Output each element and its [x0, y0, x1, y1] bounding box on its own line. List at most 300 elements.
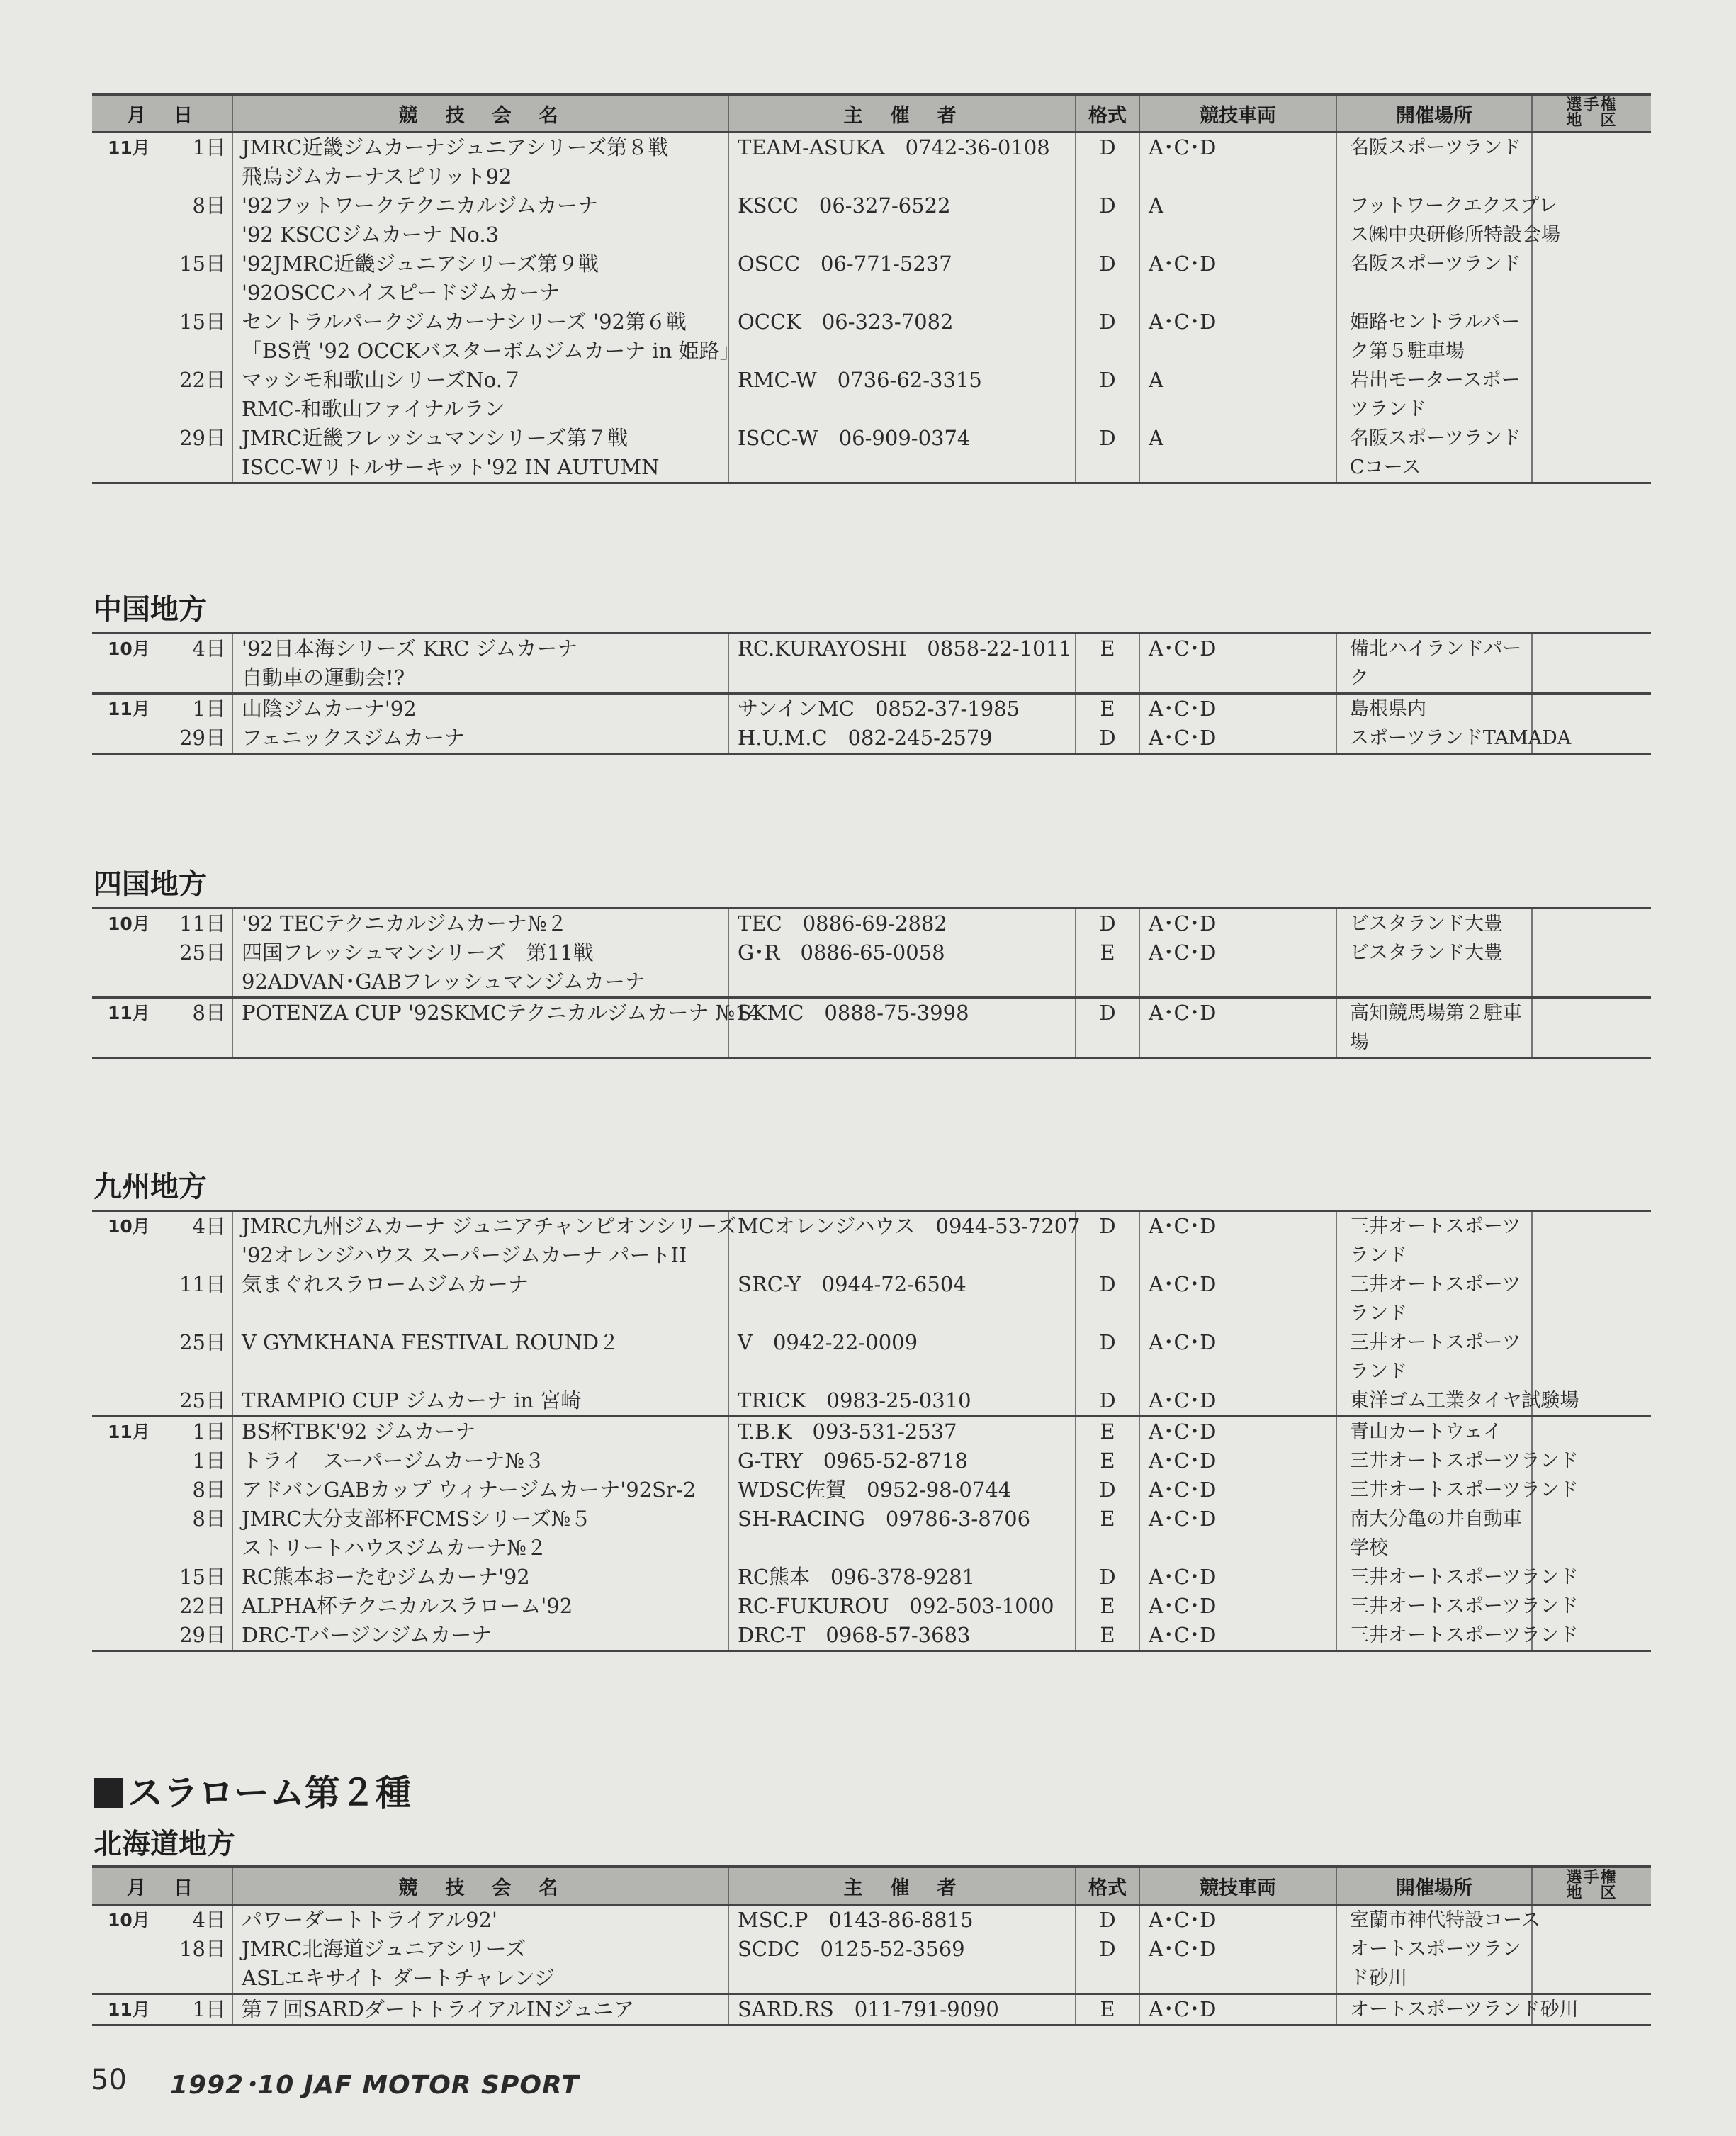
- day-cell: 1日: [192, 1997, 226, 2021]
- venue-line: ツランド: [1350, 398, 1426, 420]
- venue-cell: [1336, 1475, 1579, 1505]
- venue-cell: [1336, 424, 1532, 483]
- section-title-hokkaido: 北海道地方: [94, 1828, 235, 1860]
- month-cell: 11月: [108, 1422, 150, 1442]
- header-event-name: 競 技 会 名: [232, 1867, 728, 1905]
- slalom-title: スラローム第２種: [128, 1772, 411, 1814]
- event-name-line: JMRC九州ジムカーナ ジュニアチャンピオンシリーズ: [242, 1214, 737, 1238]
- header-region-line1: 選手権: [1566, 96, 1618, 114]
- month-cell: 10月: [108, 639, 150, 659]
- vehicles-cell: A･C･D: [1139, 724, 1336, 754]
- day-cell: 22日: [179, 1594, 226, 1618]
- venue-line: 東洋ゴム工業タイヤ試験場: [1350, 1390, 1579, 1412]
- organizer-cell: MSC.P 0143-86-8815: [728, 1905, 1076, 1935]
- venue-cell: [1336, 308, 1532, 366]
- event-name-cell: [232, 1475, 728, 1505]
- event-name-line: マッシモ和歌山シリーズNo.７: [242, 368, 523, 392]
- table-row: [92, 998, 1651, 1058]
- month-cell: 10月: [108, 1910, 150, 1930]
- day-cell: 1日: [192, 1449, 226, 1473]
- event-name-line: 気まぐれスラロームジムカーナ: [242, 1272, 529, 1296]
- venue-cell: [1336, 724, 1572, 754]
- day-cell: 15日: [179, 1565, 226, 1589]
- day-cell: 22日: [179, 368, 226, 392]
- table-row: [92, 1563, 1651, 1592]
- venue-line: 名阪スポーツランド: [1350, 137, 1521, 159]
- table-row: [92, 133, 1651, 192]
- kyushu-schedule-table: [92, 1210, 1651, 1652]
- event-name-line: BS杯TBK'92 ジムカーナ: [242, 1420, 476, 1444]
- shikoku-schedule-table: [92, 907, 1651, 1059]
- organizer-cell: V 0942-22-0009: [728, 1328, 1076, 1386]
- region-cell: [1532, 1935, 1651, 1994]
- format-cell: D: [1076, 1328, 1139, 1386]
- event-name-cell: [232, 938, 728, 998]
- venue-cell: [1336, 1621, 1579, 1651]
- venue-cell: [1336, 1994, 1579, 2025]
- event-name-line: ASLエキサイト ダートチャレンジ: [242, 1966, 555, 1990]
- table-row: [92, 1446, 1651, 1475]
- event-name-line: RMC-和歌山ファイナルラン: [242, 397, 505, 421]
- event-name-line: フェニックスジムカーナ: [242, 726, 465, 750]
- table-row: [92, 1386, 1651, 1417]
- venue-cell: [1336, 694, 1532, 724]
- square-bullet-icon: [94, 1778, 123, 1808]
- header-region: [1532, 94, 1651, 133]
- organizer-cell: TEAM-ASUKA 0742-36-0108: [728, 133, 1076, 192]
- organizer-cell: G･R 0886-65-0058: [728, 938, 1076, 998]
- header-region-line2: 地 区: [1566, 1884, 1618, 1902]
- month-cell: 11月: [108, 1003, 150, 1023]
- format-cell: D: [1076, 308, 1139, 366]
- venue-line: 三井オートスポーツランド: [1350, 1450, 1579, 1472]
- venue-line: 高知競馬場第２駐車: [1350, 1002, 1522, 1024]
- table-row: [92, 909, 1651, 939]
- event-name-line: '92 TECテクニカルジムカーナ№２: [242, 911, 568, 935]
- vehicles-cell: A: [1139, 191, 1336, 249]
- event-name-cell: [232, 1905, 728, 1935]
- vehicles-cell: A･C･D: [1139, 1386, 1336, 1417]
- month-group: [92, 694, 1651, 754]
- venue-cell: [1336, 909, 1532, 939]
- table-row: [92, 308, 1651, 366]
- vehicles-cell: A･C･D: [1139, 1994, 1336, 2025]
- event-name-line: JMRC近畿フレッシュマンシリーズ第７戦: [242, 426, 629, 450]
- table-row: [92, 1270, 1651, 1328]
- event-name-line: DRC-Tバージンジムカーナ: [242, 1623, 492, 1647]
- month-cell: 11月: [108, 137, 150, 158]
- vehicles-cell: A･C･D: [1139, 938, 1336, 998]
- venue-cell: [1336, 249, 1532, 308]
- day-cell: 25日: [179, 940, 226, 965]
- vehicles-cell: A･C･D: [1139, 1905, 1336, 1935]
- header-region: [1532, 1867, 1651, 1905]
- venue-line: スポーツランドTAMADA: [1350, 727, 1572, 749]
- table-row: [92, 1592, 1651, 1621]
- format-cell: D: [1076, 1386, 1139, 1417]
- venue-cell: [1336, 1270, 1532, 1328]
- region-cell: [1532, 366, 1651, 424]
- organizer-cell: TRICK 0983-25-0310: [728, 1386, 1076, 1417]
- month-group: [92, 1905, 1651, 1994]
- vehicles-cell: A: [1139, 424, 1336, 483]
- venue-line: 三井オートスポーツランド: [1350, 1595, 1579, 1617]
- day-cell: 4日: [192, 636, 226, 661]
- region-cell: [1532, 694, 1651, 724]
- month-cell: [92, 249, 163, 308]
- day-cell: 8日: [192, 1507, 226, 1531]
- venue-cell: [1336, 1328, 1532, 1386]
- organizer-cell: DRC-T 0968-57-3683: [728, 1621, 1076, 1651]
- format-cell: D: [1076, 909, 1139, 939]
- event-name-line: RC熊本おーたむジムカーナ'92: [242, 1565, 530, 1589]
- month-cell: [92, 424, 163, 483]
- region-cell: [1532, 1417, 1651, 1447]
- event-name-cell: [232, 634, 728, 694]
- event-name-line: ALPHA杯テクニカルスラローム'92: [242, 1594, 573, 1618]
- month-cell: [92, 1563, 163, 1592]
- event-name-cell: [232, 366, 728, 424]
- magazine-title: 1992･10 JAF MOTOR SPORT: [170, 2071, 580, 2100]
- month-group: [92, 1417, 1651, 1651]
- format-cell: D: [1076, 366, 1139, 424]
- month-group: [92, 634, 1651, 694]
- event-name-cell: [232, 1994, 728, 2025]
- section-title-shikoku: 四国地方: [94, 868, 207, 901]
- venue-line: ク: [1350, 667, 1369, 689]
- month-cell: [92, 1475, 163, 1505]
- month-group: [92, 133, 1651, 483]
- month-group: [92, 1211, 1651, 1417]
- month-cell: 10月: [108, 914, 150, 934]
- venue-cell: [1336, 938, 1532, 998]
- organizer-cell: OSCC 06-771-5237: [728, 249, 1076, 308]
- format-cell: E: [1076, 694, 1139, 724]
- event-name-cell: [232, 1446, 728, 1475]
- format-cell: E: [1076, 1505, 1139, 1563]
- event-name-cell: [232, 998, 762, 1058]
- event-name-cell: [232, 694, 728, 724]
- header-date: 月 日: [92, 94, 232, 133]
- venue-line: 名阪スポーツランド: [1350, 253, 1521, 275]
- event-name-line: 四国フレッシュマンシリーズ 第11戦: [242, 940, 594, 965]
- month-cell: [92, 1621, 163, 1651]
- day-cell: 15日: [179, 252, 226, 276]
- region-cell: [1532, 634, 1651, 694]
- region-cell: [1532, 249, 1651, 308]
- venue-cell: [1336, 133, 1532, 192]
- venue-cell: [1336, 634, 1532, 694]
- organizer-cell: WDSC佐賀 0952-98-0744: [728, 1475, 1076, 1505]
- month-cell: [92, 1446, 163, 1475]
- table-row: [92, 1417, 1651, 1447]
- venue-line: 室蘭市神代特設コース: [1350, 1909, 1540, 1931]
- header-venue: 開催場所: [1336, 94, 1532, 133]
- month-cell: [92, 308, 163, 366]
- region-cell: [1532, 1905, 1651, 1935]
- organizer-cell: ISCC-W 06-909-0374: [728, 424, 1076, 483]
- month-cell: [92, 1592, 163, 1621]
- page-number: 50: [91, 2064, 127, 2096]
- venue-line: ク第５駐車場: [1350, 340, 1465, 362]
- event-name-cell: [232, 249, 728, 308]
- vehicles-cell: A･C･D: [1139, 694, 1336, 724]
- event-name-line: POTENZA CUP '92SKMCテクニカルジムカーナ №14: [242, 1001, 762, 1025]
- format-cell: E: [1076, 1417, 1139, 1447]
- event-name-cell: [232, 1211, 737, 1271]
- day-cell: 15日: [179, 310, 226, 334]
- organizer-cell: RC熊本 096-378-9281: [728, 1563, 1076, 1592]
- header-organizer: 主 催 者: [728, 94, 1076, 133]
- region-cell: [1532, 1505, 1651, 1563]
- venue-line: 三井オートスポーツランド: [1350, 1624, 1579, 1646]
- section-title-kyushu: 九州地方: [94, 1171, 207, 1203]
- venue-cell: [1336, 1417, 1532, 1447]
- organizer-cell: TEC 0886-69-2882: [728, 909, 1076, 939]
- format-cell: E: [1076, 1621, 1139, 1651]
- format-cell: D: [1076, 1905, 1139, 1935]
- venue-line: ド砂川: [1350, 1967, 1407, 1989]
- organizer-cell: G-TRY 0965-52-8718: [728, 1446, 1076, 1475]
- organizer-cell: RC-FUKUROU 092-503-1000: [728, 1592, 1076, 1621]
- venue-line: 南大分亀の井自動車: [1350, 1508, 1522, 1530]
- venue-line: 三井オートスポーツランド: [1350, 1479, 1579, 1501]
- venue-cell: [1336, 1505, 1532, 1563]
- vehicles-cell: A･C･D: [1139, 1328, 1336, 1386]
- organizer-cell: SRC-Y 0944-72-6504: [728, 1270, 1076, 1328]
- event-name-line: TRAMPIO CUP ジムカーナ in 宮崎: [242, 1388, 582, 1412]
- event-name-cell: [232, 1563, 728, 1592]
- header-vehicles: 競技車両: [1139, 94, 1336, 133]
- day-cell: 29日: [179, 726, 226, 750]
- region-cell: [1532, 938, 1651, 998]
- event-name-cell: [232, 1621, 728, 1651]
- venue-cell: [1336, 1386, 1579, 1417]
- day-cell: 25日: [179, 1388, 226, 1412]
- event-name-line: 自動車の運動会!?: [242, 665, 405, 690]
- table-row: [92, 1211, 1651, 1271]
- month-cell: [92, 191, 163, 249]
- header-region-line2: 地 区: [1566, 112, 1618, 130]
- event-name-line: 第７回SARDダートトライアルINジュニア: [242, 1997, 635, 2021]
- vehicles-cell: A: [1139, 366, 1336, 424]
- region-cell: [1532, 1211, 1651, 1271]
- table-row: [92, 424, 1651, 483]
- table-row: [92, 191, 1651, 249]
- vehicles-cell: A･C･D: [1139, 1446, 1336, 1475]
- header-format: 格式: [1076, 94, 1139, 133]
- organizer-cell: RMC-W 0736-62-3315: [728, 366, 1076, 424]
- format-cell: D: [1076, 1211, 1139, 1271]
- venue-cell: [1336, 1446, 1579, 1475]
- format-cell: D: [1076, 249, 1139, 308]
- event-name-line: '92JMRC近畿ジュニアシリーズ第９戦: [242, 252, 599, 276]
- month-cell: [92, 1935, 163, 1994]
- organizer-cell: SKMC 0888-75-3998: [728, 998, 1076, 1058]
- header-region-line1: 選手権: [1566, 1869, 1618, 1887]
- venue-line: 三井オートスポーツ: [1350, 1332, 1521, 1354]
- event-name-cell: [232, 191, 728, 249]
- event-name-cell: [232, 1592, 728, 1621]
- venue-line: ビスタランド大豊: [1350, 942, 1503, 964]
- venue-cell: [1336, 1935, 1532, 1994]
- month-group: [92, 909, 1651, 998]
- format-cell: E: [1076, 1592, 1139, 1621]
- venue-line: 青山カートウェイ: [1350, 1421, 1502, 1443]
- hokkaido-schedule-table: [92, 1865, 1651, 2026]
- venue-cell: [1336, 191, 1560, 249]
- venue-line: オートスポーツラン: [1350, 1938, 1521, 1960]
- table-row: [92, 938, 1651, 998]
- vehicles-cell: A･C･D: [1139, 1505, 1336, 1563]
- vehicles-cell: A･C･D: [1139, 1211, 1336, 1271]
- format-cell: D: [1076, 1475, 1139, 1505]
- venue-cell: [1336, 1905, 1540, 1935]
- month-cell: 11月: [108, 1999, 150, 2020]
- organizer-cell: MCオレンジハウス 0944-53-7207: [728, 1211, 1076, 1271]
- day-cell: 29日: [179, 426, 226, 450]
- table-row: [92, 694, 1651, 724]
- format-cell: D: [1076, 724, 1139, 754]
- event-name-cell: [232, 1386, 728, 1417]
- day-cell: 1日: [192, 135, 226, 159]
- vehicles-cell: A･C･D: [1139, 1592, 1336, 1621]
- format-cell: D: [1076, 1563, 1139, 1592]
- day-cell: 1日: [192, 1420, 226, 1444]
- organizer-cell: SH-RACING 09786-3-8706: [728, 1505, 1076, 1563]
- header-vehicles: 競技車両: [1139, 1867, 1336, 1905]
- organizer-cell: SCDC 0125-52-3569: [728, 1935, 1076, 1994]
- vehicles-cell: A･C･D: [1139, 909, 1336, 939]
- venue-line: 島根県内: [1350, 698, 1426, 720]
- day-cell: 4日: [192, 1214, 226, 1238]
- format-cell: D: [1076, 1935, 1139, 1994]
- month-cell: [92, 1386, 163, 1417]
- event-name-line: 「BS賞 '92 OCCKバスターボムジムカーナ in 姫路」: [242, 339, 740, 363]
- table-row: [92, 1905, 1651, 1935]
- event-name-line: 92ADVAN･GABフレッシュマンジムカーナ: [242, 969, 646, 994]
- day-cell: 4日: [192, 1908, 226, 1932]
- header-organizer: 主 催 者: [728, 1867, 1076, 1905]
- region-cell: [1532, 1328, 1651, 1386]
- format-cell: D: [1076, 998, 1139, 1058]
- venue-line: 姫路セントラルパー: [1350, 311, 1521, 333]
- table-row: [92, 366, 1651, 424]
- venue-line: ランド: [1350, 1361, 1407, 1383]
- format-cell: D: [1076, 1270, 1139, 1328]
- table-header-row: [92, 1867, 1651, 1905]
- venue-line: オートスポーツランド砂川: [1350, 1999, 1579, 2020]
- venue-line: 名阪スポーツランド: [1350, 427, 1521, 449]
- day-cell: 29日: [179, 1623, 226, 1647]
- slalom-section-heading: [94, 1765, 411, 1816]
- event-name-cell: [232, 308, 740, 366]
- kinki-schedule-table: [92, 93, 1651, 484]
- header-venue: 開催場所: [1336, 1867, 1532, 1905]
- event-name-line: '92フットワークテクニカルジムカーナ: [242, 193, 599, 218]
- venue-line: Cコース: [1350, 456, 1421, 478]
- vehicles-cell: A･C･D: [1139, 1417, 1336, 1447]
- event-name-cell: [232, 1328, 728, 1386]
- event-name-line: ストリートハウスジムカーナ№２: [242, 1536, 547, 1560]
- month-cell: 11月: [108, 699, 150, 719]
- event-name-line: JMRC近畿ジムカーナジュニアシリーズ第８戦: [242, 135, 669, 159]
- event-name-line: '92 KSCCジムカーナ No.3: [242, 223, 500, 247]
- venue-line: 三井オートスポーツランド: [1350, 1566, 1579, 1588]
- organizer-cell: SARD.RS 011-791-9090: [728, 1994, 1076, 2025]
- format-cell: E: [1076, 634, 1139, 694]
- venue-cell: [1336, 366, 1532, 424]
- section-title-chugoku: 中国地方: [94, 593, 207, 626]
- venue-line: 三井オートスポーツ: [1350, 1274, 1521, 1295]
- venue-cell: [1336, 1592, 1579, 1621]
- event-name-line: 山陰ジムカーナ'92: [242, 697, 417, 721]
- table-row: [92, 1475, 1651, 1505]
- chugoku-schedule-table: [92, 632, 1651, 755]
- table-row: [92, 1621, 1651, 1651]
- venue-cell: [1336, 998, 1532, 1058]
- event-name-cell: [232, 909, 728, 939]
- region-cell: [1532, 424, 1651, 483]
- region-cell: [1532, 998, 1651, 1058]
- event-name-line: V GYMKHANA FESTIVAL ROUND２: [242, 1330, 620, 1354]
- organizer-cell: KSCC 06-327-6522: [728, 191, 1076, 249]
- vehicles-cell: A･C･D: [1139, 133, 1336, 192]
- day-cell: 25日: [179, 1330, 226, 1354]
- table-row: [92, 1994, 1651, 2025]
- table-row: [92, 249, 1651, 308]
- table-header-row: [92, 94, 1651, 133]
- venue-line: ビスタランド大豊: [1350, 913, 1503, 935]
- month-group: [92, 1994, 1651, 2025]
- organizer-cell: RC.KURAYOSHI 0858-22-1011: [728, 634, 1076, 694]
- day-cell: 8日: [192, 1478, 226, 1502]
- venue-line: フットワークエクスプレ: [1350, 195, 1558, 217]
- event-name-cell: [232, 724, 728, 754]
- format-cell: E: [1076, 1446, 1139, 1475]
- event-name-cell: [232, 133, 728, 192]
- vehicles-cell: A･C･D: [1139, 1935, 1336, 1994]
- vehicles-cell: A･C･D: [1139, 634, 1336, 694]
- event-name-line: 飛鳥ジムカーナスピリット92: [242, 164, 512, 189]
- venue-line: 備北ハイランドパー: [1350, 638, 1522, 660]
- venue-line: ス㈱中央研修所特設会場: [1350, 224, 1560, 246]
- month-cell: [92, 724, 163, 754]
- table-row: [92, 1505, 1651, 1563]
- vehicles-cell: A･C･D: [1139, 1270, 1336, 1328]
- venue-line: 三井オートスポーツ: [1350, 1215, 1521, 1237]
- table-row: [92, 1328, 1651, 1386]
- event-name-line: アドバンGABカップ ウィナージムカーナ'92Sr-2: [242, 1478, 697, 1502]
- event-name-cell: [232, 424, 728, 483]
- header-event-name: 競 技 会 名: [232, 94, 728, 133]
- organizer-cell: OCCK 06-323-7082: [728, 308, 1076, 366]
- month-group: [92, 998, 1651, 1058]
- table-row: [92, 634, 1651, 694]
- region-cell: [1532, 308, 1651, 366]
- vehicles-cell: A･C･D: [1139, 1621, 1336, 1651]
- event-name-line: JMRC大分支部杯FCMSシリーズ№５: [242, 1507, 592, 1531]
- event-name-line: トライ スーパージムカーナ№３: [242, 1449, 545, 1473]
- month-cell: [92, 1270, 163, 1328]
- event-name-cell: [232, 1935, 728, 1994]
- vehicles-cell: A･C･D: [1139, 998, 1336, 1058]
- organizer-cell: T.B.K 093-531-2537: [728, 1417, 1076, 1447]
- organizer-cell: サンインMC 0852-37-1985: [728, 694, 1076, 724]
- month-cell: [92, 938, 163, 998]
- vehicles-cell: A･C･D: [1139, 1563, 1336, 1592]
- month-cell: [92, 366, 163, 424]
